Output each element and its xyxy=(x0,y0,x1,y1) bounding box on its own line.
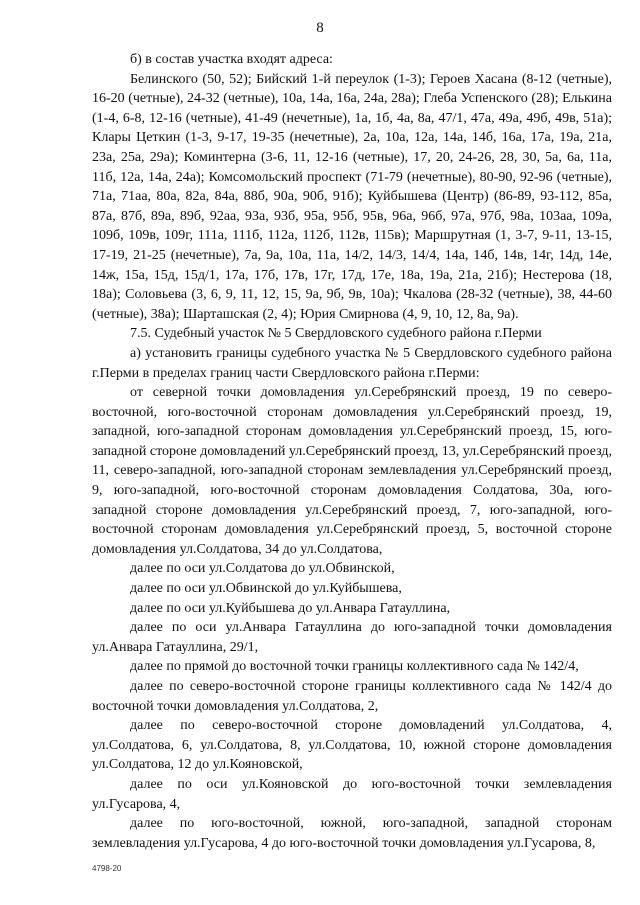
footer-document-code: 4798-20 xyxy=(92,864,122,873)
paragraph-boundary: далее по оси ул.Солдатова до ул.Обвинской, xyxy=(130,561,395,577)
paragraph-boundary: от северной точки домовладения ул.Серебрянский проезд, 19 по северо-восточной, юго-восточной сторонам домовладения ул.Серебрянский проезд, 19, западной, юго-западной сторонам домовладения ул.Серебрянский проезд, 15, юго-западной стороне домовладений ул.Серебрянский проезд, 13, ул.Серебрянский проезд, 11, северо-западной, юго-западной сторонам землевладения ул.Серебрянский проезд, 9, юго-западной, юго-восточной сторонам домовладения Солдатова, 30а, юго-западной стороне домовладения ул.Серебрянский проезд, 7, юго-западной, юго-восточной сторонам домовладения ул.Серебрянский проезд, 5, восточной стороне домовладения ул.Солдатова, 34 до ул.Солдатова, xyxy=(92,385,613,557)
paragraph-boundary: далее по оси ул.Анвара Гатауллина до юго-западной точки домовладения ул.Анвара Гатауллина, 29/1, xyxy=(92,620,612,655)
page-number: 8 xyxy=(316,20,324,36)
paragraph-address-list-intro: б) в состав участка входят адреса: xyxy=(130,52,333,67)
paragraph-boundary: далее по северо-восточной стороне домовладений ул.Солдатова, 4, ул.Солдатова, 6, ул.Солдатова, 8, ул.Солдатова, 10, южной стороне домовладения ул.Солдатова, 12 до ул.Кояновской, xyxy=(92,718,612,773)
paragraph-boundary: далее по прямой до восточной точки границы коллективного сада № 142/4, xyxy=(130,659,579,675)
paragraph-boundary: далее по оси ул.Куйбышева до ул.Анвара Гатауллина, xyxy=(130,600,451,616)
paragraph-boundary: далее по юго-восточной, южной, юго-западной, западной сторонам землевладения ул.Гусарова, 4 до юго-восточной точки домовладения ул.Гусарова, 8, xyxy=(92,816,612,851)
paragraph-boundary: далее по оси ул.Кояновской до юго-восточной точки землевладения ул.Гусарова, 4, xyxy=(92,776,612,812)
paragraph-address-list: Белинского (50, 52); Бийский 1-й переулок (1-3); Героев Хасана (8-12 (четные), 16-20 (четные), 24-32 (четные), 10а, 14а, 16а, 24а, 28а); Глеба Успенского (28); Елькина (1-4, 6-8, 12-16 (четные), 41-49 (нечетные), 1а, 1б, 4а, 8а, 47/1, 47а, 49а, 49б, 49в, 51а); Клары Цеткин (1-3, 9-17, 19-35 (нечетные), 2а, 10а, 12а, 14а, 14б, 16а, 17а, 19а, 21а, 23а, 25а, 29а); Коминтерна (3-6, 11, 12-16 (четные), 17, 20, 24-26, 28, 30, 5а, 6а, 11а, 11б, 12а, 14а, 24а); Комсомольский проспект (71-79 (нечетные), 80-90, 92-96 (четные), 71а, 71аа, 80а, 82а, 84а, 88б, 90а, 90б, 91б); Куйбышева (Центр) (86-89, 93-112, 85а, 87а, 87б, 89а, 89б, 92аа, 93а, 93б, 95а, 95б, 95в, 96а, 96б, 97а, 97б, 98а, 103аа, 109а, 109б, 109в, 109г, 111а, 111б, 112а, 112б, 112в, 115в); Маршрутная (1, 3-7, 9-11, 13-15, 17-19, 21-25 (нечетные), 7а, 9а, 10а, 11а, 14/2, 14/3, 14/4, 14а, 14б, 14в, 14г, 14д, 14е, 14ж, 15а, 15д, 15д/1, 17а, 17б, 17в, 17г, 17д, 17е, 18а, 19а, 21а, 21б); Нестерова (18, 18а); Соловьева (3, 6, 9, 11, 12, 15, 9а, 9б, 9в, 10а); Чкалова (28-32 (четные), 38, 44-60 (четные), 38а); Шарташская (2, 4); Юрия Смирнова (4, 9, 10, 12, 8а, 9а). xyxy=(92,71,612,322)
paragraph-section-heading: 7.5. Судебный участок № 5 Свердловского судебного района г.Перми xyxy=(130,326,542,342)
paragraph-boundary: далее по оси ул.Обвинской до ул.Куйбышева, xyxy=(130,581,402,597)
document-body xyxy=(92,50,612,853)
paragraph-boundary: далее по северо-восточной стороне границы коллективного сада № 142/4 до восточной точки домовладения ул.Солдатова, 2, xyxy=(92,679,612,714)
paragraph-boundaries-intro: а) установить границы судебного участка № 5 Свердловского судебного района г.Перми в пределах границ части Свердловского района г.Перми: xyxy=(92,345,612,381)
